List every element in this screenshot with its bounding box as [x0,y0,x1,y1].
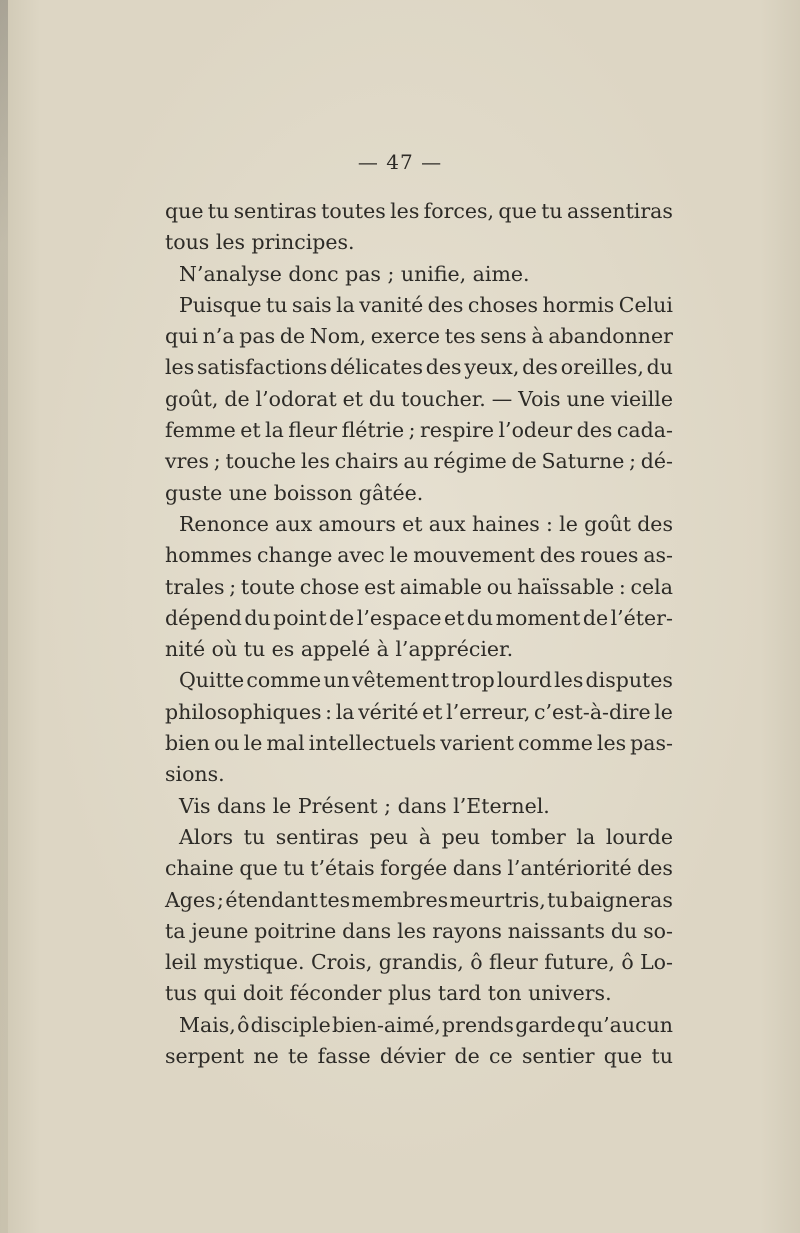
text-line: chaine que tu t’étais forgée dans l’antériorité des [165,856,673,881]
text-line: trales ; toute chose est aimable ou haïssable : cela [165,574,673,599]
text-line: dépend du point de l’espace et du moment de l’éter- [165,605,673,630]
text-line: serpent ne te fasse dévier de ce sentier que tu [165,1044,673,1069]
text-line: goût, de l’odorat et du toucher. — Vois une vieille [165,386,673,411]
text-line: que tu sentiras toutes les forces, que tu assentiras [165,199,673,223]
page-number: — 47 — [357,150,443,174]
text-line: qui n’a pas de Nom, exerce tes sens à abandonner [165,324,673,349]
text-line: nité où tu es appelé à l’apprécier. [165,637,514,662]
text-line: les satisfactions délicates des yeux, des oreilles, du [165,355,673,380]
text-line: femme et la fleur flétrie ; respire l’odeur des cada- [165,418,673,443]
text-line: Ages ; étendant tes membres meurtris, tu baigneras [165,887,673,912]
text-line: leil mystique. Crois, grandis, ô fleur future, ô Lo- [165,950,673,975]
text-line: ta jeune poitrine dans les rayons naissants du so- [165,918,673,943]
text-line: vres ; touche les chairs au régime de Saturne ; dé- [165,449,673,474]
text-line: hommes change avec le mouvement des roues as- [165,543,673,568]
text-line: Vis dans le Présent ; dans l’Eternel. [179,793,550,818]
text-line: philosophiques : la vérité et l’erreur, c’est-à-dire le [165,699,673,724]
text-line: Alors tu sentiras peu à peu tomber la lourde [179,824,673,849]
text-line: Mais, ô disciple bien-aimé, prends garde qu’aucun [179,1012,673,1037]
text-line: Renonce aux amours et aux haines : le goût des [179,511,673,536]
text-line: sions. [165,762,225,787]
page-spine-shadow [0,0,8,1233]
text-line: bien ou le mal intellectuels varient comme les pas- [165,731,673,756]
text-line: guste une boisson gâtée. [165,480,424,505]
text-line: Puisque tu sais la vanité des choses hormis Celui [179,292,673,317]
text-line: N’analyse donc pas ; unifie, aime. [179,261,530,286]
text-line: Quitte comme un vêtement trop lourd les disputes [179,668,673,693]
body-text [165,196,673,1072]
text-line: tus qui doit féconder plus tard ton univers. [165,981,612,1006]
text-line: tous les principes. [165,230,355,255]
